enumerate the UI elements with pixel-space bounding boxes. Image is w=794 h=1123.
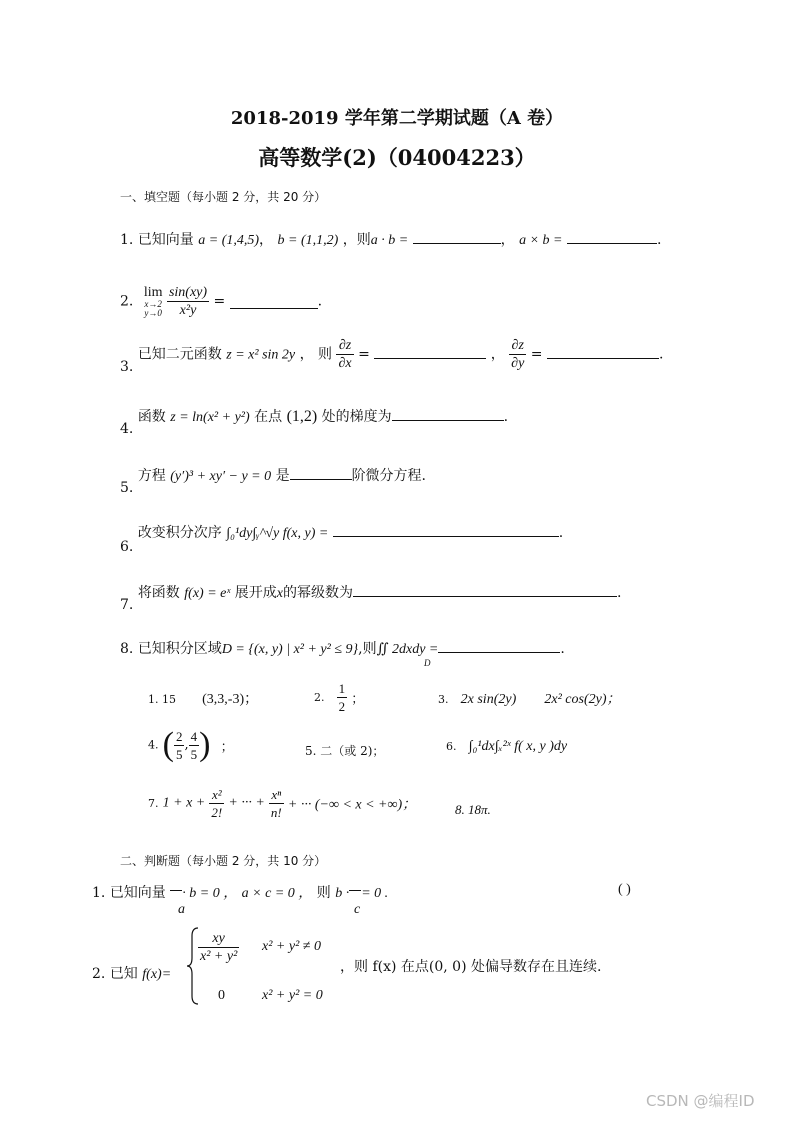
integral-expr: ∫₀¹dy∫ᵧ^√y f(x, y) = (226, 526, 329, 541)
limit-fraction (167, 284, 209, 319)
fraction-denominator: n! (270, 805, 282, 820)
question-number: 6. (120, 539, 134, 555)
vector-bar (349, 890, 361, 891)
answer-blank (290, 465, 352, 480)
separator: ， (490, 346, 505, 363)
function-expr: f(x)= (142, 967, 172, 982)
question-6 (120, 522, 564, 555)
answer-number: 1. 15 (148, 693, 176, 706)
tf-question-2-lead (92, 963, 171, 983)
fraction-numerator: xy (212, 931, 225, 946)
question-text: 处的梯度为 (321, 409, 392, 425)
question-text: 的幂级数为 (282, 585, 353, 601)
fraction-denominator: 2! (211, 805, 223, 820)
partial-z-x (336, 337, 353, 372)
question-text: 阶微分方程. (351, 468, 427, 484)
question-text: 将函数 (137, 585, 180, 601)
point-expr: (1,2) (286, 408, 318, 425)
answer-1 (148, 688, 258, 708)
limit-sub-y: y→0 (144, 307, 162, 318)
question-number: 8. (120, 641, 134, 657)
fraction-denominator: 2 (338, 699, 346, 714)
answer-blank (353, 582, 617, 597)
question-text: 方程 (137, 468, 166, 484)
tf-question-1 (92, 882, 388, 902)
answer-7 (148, 786, 416, 821)
fraction-denominator: x²y (179, 303, 197, 318)
question-1 (120, 229, 661, 249)
fraction-numerator: xⁿ (269, 786, 284, 804)
answer-number: 3. (438, 693, 449, 706)
question-number: 5. (120, 480, 134, 496)
answer-5: 5. 二（或 2)； (305, 744, 385, 758)
variable: x (276, 586, 283, 601)
answer-number: 7. (148, 797, 159, 810)
answer-8: 8. 18π. (455, 802, 491, 817)
fraction-numerator: ∂z (336, 337, 353, 355)
answer-4 (148, 726, 234, 764)
question-number: 2. (92, 966, 106, 982)
answer-blank (547, 344, 659, 359)
question-5 (120, 465, 427, 496)
fraction-denominator: ∂x (338, 356, 352, 371)
question-number: 1. (120, 232, 134, 248)
question-number: 2. (120, 293, 134, 310)
condition-expr: a × c = 0 ， (241, 886, 313, 901)
question-text: 函数 (137, 409, 166, 425)
answer-blank (333, 522, 559, 537)
series-term (269, 786, 284, 821)
case-fraction (198, 930, 239, 965)
period: . (558, 525, 564, 541)
function-expr: z = x² sin 2y (226, 347, 296, 363)
answer-3 (438, 688, 621, 708)
answer-number: 2. (314, 691, 325, 704)
cross-product-expr: a × b = (519, 233, 563, 248)
series-suffix: + ··· (−∞ < x < +∞)； (287, 797, 417, 813)
partial-z-y (509, 337, 526, 372)
period: . (560, 641, 565, 657)
question-text: 则 (316, 885, 331, 901)
fraction-numerator: x² (209, 786, 224, 804)
vector-c-label: c (354, 902, 361, 917)
exam-title: 2018-2019 学年第二学期试题（A 卷） (230, 108, 564, 129)
question-4 (120, 406, 509, 437)
answer-fraction (337, 680, 348, 715)
period: . (616, 585, 622, 601)
answer-value: (3,3,-3)； (202, 692, 259, 707)
answer-blank (413, 229, 501, 244)
limit-operator (144, 286, 163, 318)
question-number: 4. (120, 421, 134, 437)
answer-value: ∫₀¹dx∫ₓ²ˣ f( x, y )dy (468, 739, 568, 754)
fraction-numerator: 2 (175, 728, 183, 744)
answer-number: 4. (148, 738, 159, 752)
fraction-numerator: sin(xy) (168, 285, 208, 300)
tf-question-2-tail: ，则 f(x) 在点(0, 0) 处偏导数存在且连续. (340, 959, 602, 975)
question-3 (120, 337, 664, 375)
question-8 (120, 638, 565, 658)
period: . (658, 346, 664, 363)
answer-fraction (174, 728, 185, 763)
function-expr: f(x) = eˣ (184, 586, 231, 601)
question-text: 已知向量 (109, 885, 166, 901)
fraction-denominator: 5 (190, 746, 198, 762)
series-prefix: 1 + x + (162, 795, 206, 811)
question-text: 在点 (254, 409, 283, 425)
question-text: 已知向量 (137, 232, 194, 248)
left-paren: ( (162, 726, 174, 763)
period: . (317, 293, 323, 310)
period: . (503, 409, 509, 425)
answer-fraction (189, 728, 200, 763)
section-true-false-heading: 二、判断题（每小题 2 分，共 10 分） (120, 854, 327, 868)
equation-expr: (y′)³ + xy′ − y = 0 (170, 469, 272, 484)
conclusion-expr: = 0 . (361, 886, 389, 901)
limit-sub-x: x→2 (144, 298, 162, 309)
right-paren: ) (199, 726, 211, 763)
question-text: 改变积分次序 (137, 525, 222, 541)
vector-a-label: a (178, 902, 185, 917)
answer-blank (438, 638, 560, 653)
double-integral-expr: ∬ 2dxdy = (376, 642, 439, 657)
answer-blank (392, 406, 504, 421)
answer-value: 2x sin(2y) (460, 692, 517, 707)
fraction-denominator: x² + y² (200, 949, 238, 964)
answer-sep: ； (351, 692, 365, 707)
comma: , (184, 737, 189, 753)
question-text: 展开成 (234, 585, 277, 601)
region-subscript: D (424, 658, 431, 668)
dot-product-expr: a · b = (370, 233, 409, 248)
course-title: 高等数学(2)（04004223） (258, 145, 536, 170)
answer-blank (374, 344, 486, 359)
condition-expr: · b = 0 ， (182, 886, 238, 901)
equals: = (530, 346, 543, 363)
question-text: ,则 (358, 641, 377, 657)
answer-parentheses: ( ) (618, 882, 631, 897)
question-2 (120, 284, 322, 319)
fraction-numerator: 4 (190, 728, 198, 744)
separator: ， (500, 232, 515, 248)
answer-sep: ； (220, 739, 234, 755)
region-expr: D = {(x, y) | x² + y² ≤ 9} (221, 642, 359, 657)
answer-2 (314, 680, 364, 715)
question-text: 已知积分区域 (137, 641, 222, 657)
question-number: 3. (120, 358, 134, 375)
answer-number: 6. (446, 740, 457, 753)
separator: ，则 (342, 232, 371, 248)
vector-a-expr: a = (1,4,5) (198, 233, 260, 248)
vector-b-expr: b = (1,1,2) (277, 233, 339, 248)
question-text: 已知二元函数 (137, 346, 222, 363)
fraction-numerator: 1 (338, 681, 346, 696)
fraction-denominator: ∂y (511, 356, 525, 371)
period: . (656, 232, 662, 248)
separator: ， 则 (299, 346, 333, 363)
piecewise-case-1 (198, 930, 239, 965)
conclusion-expr: b · (335, 886, 350, 901)
fraction-numerator: ∂z (509, 337, 526, 355)
answer-blank (567, 229, 657, 244)
section-fill-blank-heading: 一、填空题（每小题 2 分，共 20 分） (120, 190, 327, 204)
question-text: 已知 (109, 966, 138, 982)
case-1-condition: x² + y² ≠ 0 (262, 939, 321, 954)
fraction-denominator: 5 (175, 746, 183, 762)
function-expr: z = ln(x² + y²) (170, 410, 250, 425)
limit-label: lim (143, 284, 163, 300)
series-term (209, 786, 224, 821)
question-7 (120, 582, 622, 613)
equals: = (213, 293, 226, 310)
answer-value: 2x² cos(2y)； (544, 692, 621, 707)
csdn-watermark: CSDN @编程ID (646, 1092, 755, 1110)
case-2-value: 0 (218, 988, 225, 1003)
question-number: 7. (120, 597, 134, 613)
case-2-condition: x² + y² = 0 (262, 988, 323, 1003)
series-mid: + ··· + (228, 795, 265, 811)
equals: = (358, 346, 370, 363)
separator: ， (259, 232, 274, 248)
answer-6 (446, 739, 567, 755)
question-number: 1. (92, 885, 106, 901)
question-text: 是 (275, 468, 290, 484)
vector-bar (170, 890, 182, 891)
answer-blank (230, 294, 318, 309)
